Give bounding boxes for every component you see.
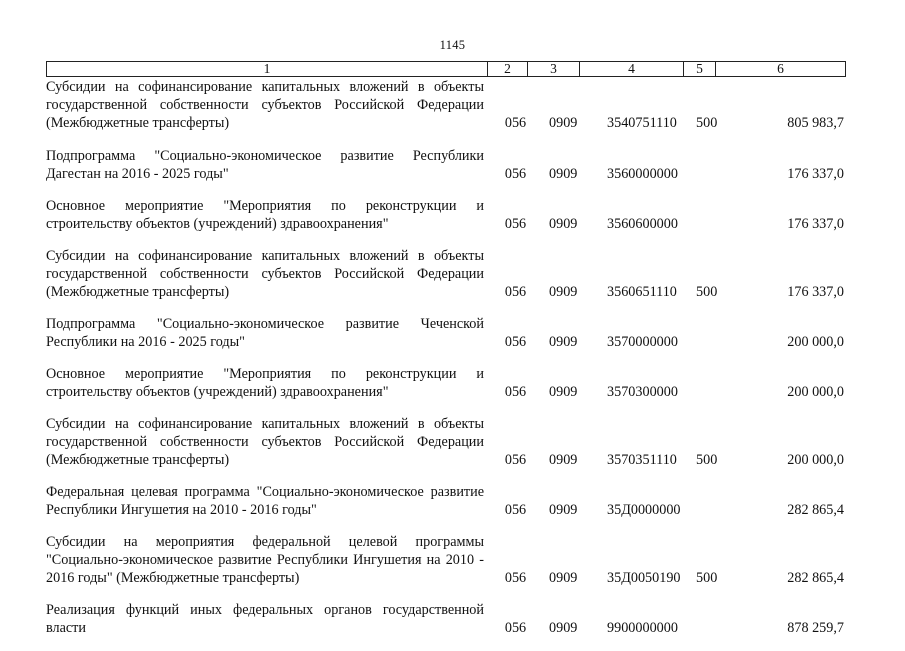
row-section: 0909 [549,284,578,300]
row-ministry: 056 [504,570,527,586]
header-col-3: 3 [527,62,579,76]
row-ministry: 056 [504,334,527,350]
row-section: 0909 [549,334,578,350]
row-type: 500 [696,570,718,586]
row-amount: 878 259,7 [787,620,844,636]
row-name: Субсидии на мероприятия федеральной целевой программы "Социально-экономическое развитие Республики Ингушетия на 2010 - 2016 годы" (Межбюджетные трансферты) [46,534,484,586]
row-target: 3540751110 [607,115,677,131]
table-row [46,533,846,587]
row-name: Подпрограмма "Социально-экономическое развитие Чеченской Республики на 2016 - 2025 годы" [46,316,484,350]
row-amount: 282 865,4 [787,570,844,586]
row-amount: 282 865,4 [787,502,844,518]
row-section: 0909 [549,620,578,636]
row-target: 35Д0000000 [607,502,681,518]
row-amount: 200 000,0 [787,452,844,468]
row-name: Субсидии на софинансирование капитальных вложений в объекты государственной собственности субъектов Российской Федерации (Межбюджетные трансферты) [46,79,484,131]
row-target: 3570300000 [607,384,678,400]
row-type: 500 [696,284,718,300]
row-name: Субсидии на софинансирование капитальных вложений в объекты государственной собственности субъектов Российской Федерации (Межбюджетные трансферты) [46,248,484,300]
row-section: 0909 [549,570,578,586]
table-row [46,197,846,233]
header-col-1: 1 [263,61,271,76]
table-row [46,247,846,301]
header-col-6: 6 [715,62,845,76]
row-target: 3560000000 [607,166,678,182]
row-name: Реализация функций иных федеральных органов государственной власти [46,602,484,636]
table-body [46,78,846,651]
row-type: 500 [696,115,718,131]
row-target: 3560600000 [607,216,678,232]
table-row [46,483,846,519]
row-amount: 805 983,7 [787,115,844,131]
row-section: 0909 [549,384,578,400]
row-name: Федеральная целевая программа "Социально-экономическое развитие Республики Ингушетия на 2010 - 2016 годы" [46,484,484,518]
row-name: Основное мероприятие "Мероприятия по реконструкции и строительству объектов (учреждений) здравоохранения" [46,366,484,400]
row-section: 0909 [549,166,578,182]
table-row [46,78,846,132]
row-name: Подпрограмма "Социально-экономическое развитие Республики Дагестан на 2016 - 2025 годы" [46,148,484,182]
row-amount: 176 337,0 [787,216,844,232]
row-section: 0909 [549,502,578,518]
row-ministry: 056 [504,384,527,400]
table-row [46,601,846,637]
row-ministry: 056 [504,166,527,182]
table-header [46,61,846,77]
row-amount: 176 337,0 [787,284,844,300]
row-amount: 200 000,0 [787,384,844,400]
table-row [46,147,846,183]
row-amount: 200 000,0 [787,334,844,350]
row-target: 9900000000 [607,620,678,636]
row-section: 0909 [549,452,578,468]
row-section: 0909 [549,216,578,232]
table-row [46,315,846,351]
row-ministry: 056 [504,452,527,468]
row-type: 500 [696,452,718,468]
row-target: 3570351110 [607,452,677,468]
row-ministry: 056 [504,216,527,232]
header-col-2: 2 [487,62,527,76]
row-name: Субсидии на софинансирование капитальных вложений в объекты государственной собственности субъектов Российской Федерации (Межбюджетные трансферты) [46,416,484,468]
row-name: Основное мероприятие "Мероприятия по реконструкции и строительству объектов (учреждений) здравоохранения" [46,198,484,232]
row-ministry: 056 [504,115,527,131]
row-ministry: 056 [504,620,527,636]
row-ministry: 056 [504,502,527,518]
table-row [46,415,846,469]
header-col-4: 4 [579,62,683,76]
row-ministry: 056 [504,284,527,300]
row-target: 3570000000 [607,334,678,350]
header-col-5: 5 [683,62,715,76]
row-amount: 176 337,0 [787,166,844,182]
row-target: 35Д0050190 [607,570,681,586]
row-target: 3560651110 [607,284,677,300]
page-number: 1145 [439,38,466,52]
row-section: 0909 [549,115,578,131]
table-row [46,365,846,401]
